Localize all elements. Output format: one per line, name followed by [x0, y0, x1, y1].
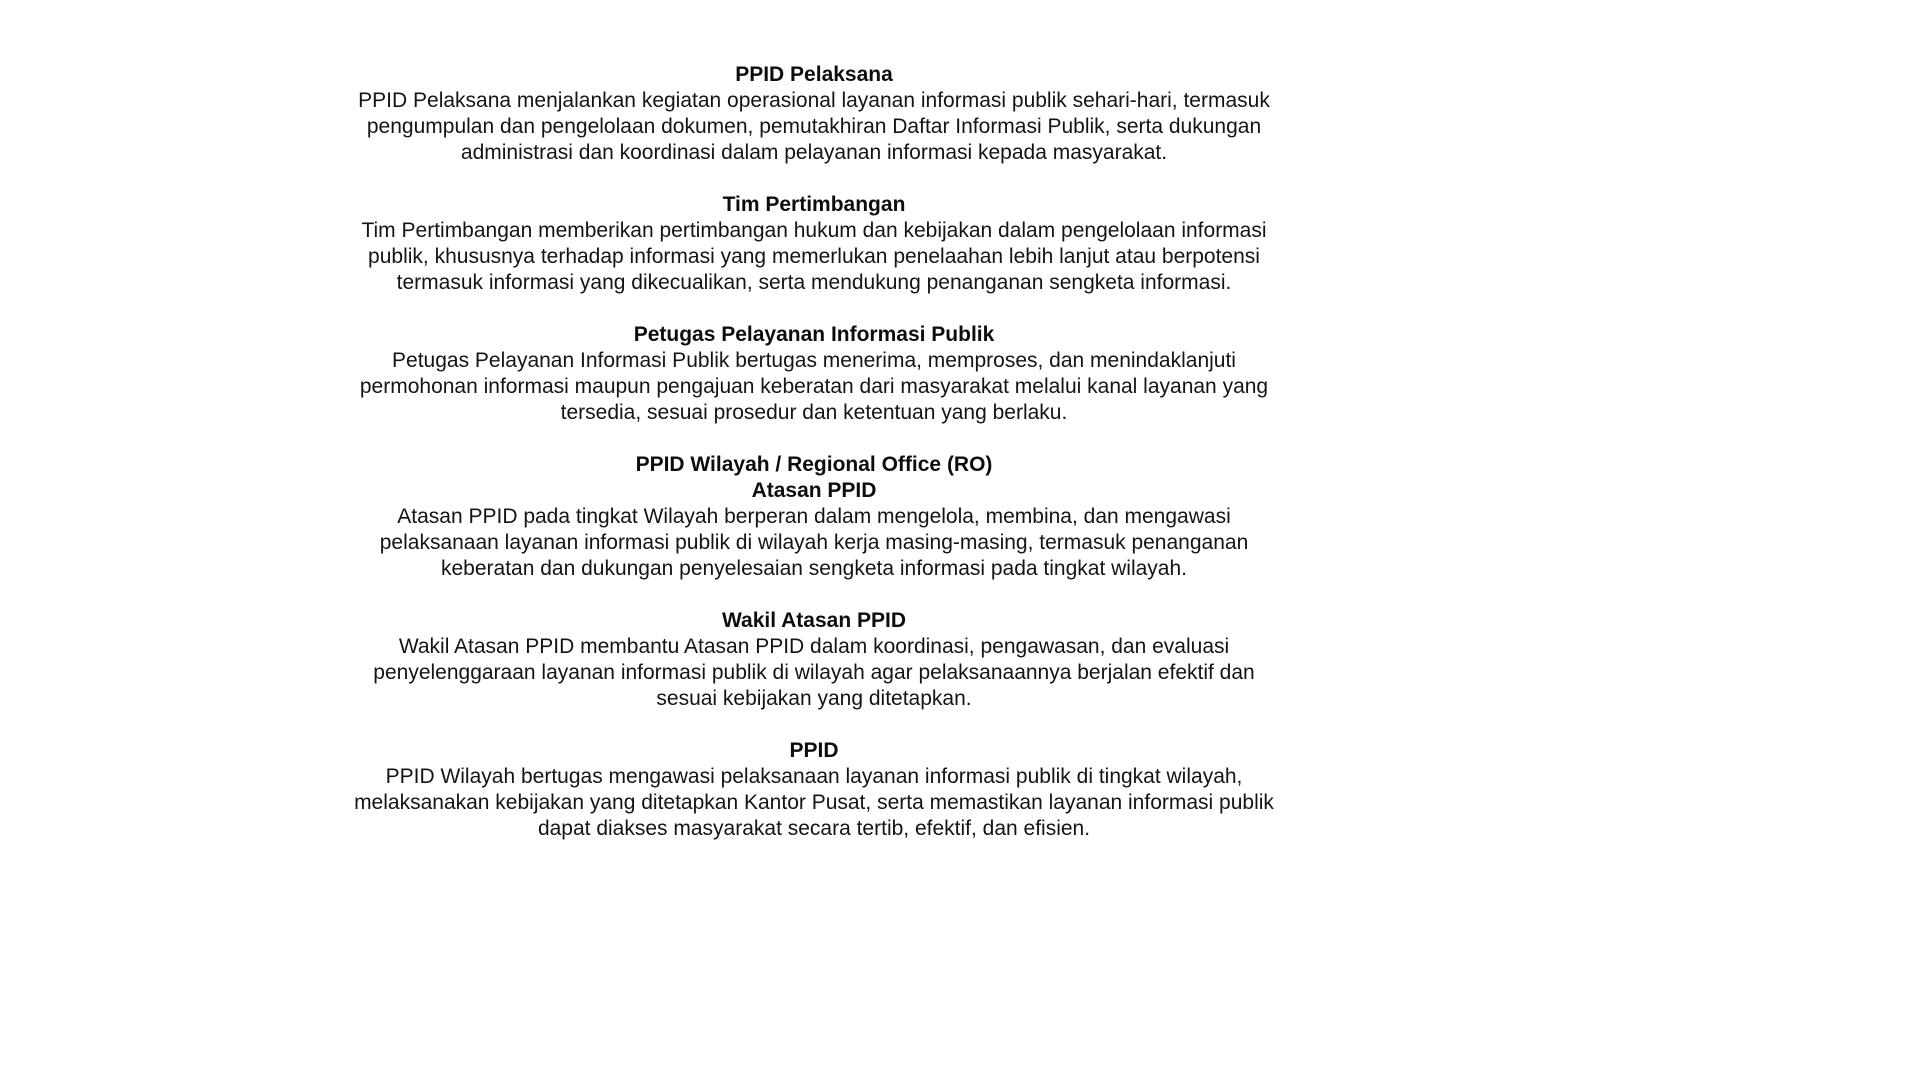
section-wakil-atasan-ppid	[347, 608, 1281, 712]
section-body-tim-pertimbangan: Tim Pertimbangan memberikan pertimbangan hukum dan kebijakan dalam pengelolaan informasi publik, khususnya terhadap informasi yang memerlukan penelaahan lebih lanjut atau berpotensi termasuk informasi yang dikecualikan, serta mendukung penanganan sengketa informasi.	[361, 219, 1267, 294]
section-body-ppid: PPID Wilayah bertugas mengawasi pelaksanaan layanan informasi publik di tingkat wilayah, melaksanakan kebijakan yang ditetapkan Kantor Pusat, serta memastikan layanan informasi publik dapat diakses masyarakat secara tertib, efektif, dan efisien.	[354, 765, 1274, 840]
section-body-ppid-pelaksana: PPID Pelaksana menjalankan kegiatan operasional layanan informasi publik sehari-hari, termasuk pengumpulan dan pengelolaan dokumen, pemutakhiran Daftar Informasi Publik, serta dukungan administrasi dan koordinasi dalam pelayanan informasi kepada masyarakat.	[358, 89, 1270, 164]
section-heading-wakil-atasan-ppid: Wakil Atasan PPID	[722, 609, 906, 632]
section-tim-pertimbangan	[347, 192, 1281, 296]
section-body-petugas-pelayanan: Petugas Pelayanan Informasi Publik bertugas menerima, memproses, dan menindaklanjuti permohonan informasi maupun pengajuan keberatan dari masyarakat melalui kanal layanan yang tersedia, sesuai prosedur dan ketentuan yang berlaku.	[359, 349, 1269, 424]
section-ppid	[347, 738, 1281, 842]
section-heading-ppid: PPID	[789, 739, 839, 762]
section-petugas-pelayanan	[347, 322, 1281, 426]
section-heading-tim-pertimbangan: Tim Pertimbangan	[722, 193, 906, 216]
section-body-wakil-atasan-ppid: Wakil Atasan PPID membantu Atasan PPID dalam koordinasi, pengawasan, dan evaluasi penyelenggaraan layanan informasi publik di wilayah agar pelaksanaannya berjalan efektif dan sesuai kebijakan yang ditetapkan.	[373, 635, 1255, 710]
section-subheading-atasan-ppid: Atasan PPID	[751, 479, 877, 502]
section-ppid-wilayah-atasan-ppid	[347, 452, 1281, 582]
section-heading-ppid-wilayah: PPID Wilayah / Regional Office (RO)	[635, 453, 993, 476]
section-body-atasan-ppid: Atasan PPID pada tingkat Wilayah berperan dalam mengelola, membina, dan mengawasi pelaksanaan layanan informasi publik di wilayah kerja masing-masing, termasuk penanganan keberatan dan dukungan penyelesaian sengketa informasi pada tingkat wilayah.	[379, 505, 1249, 580]
document-page	[347, 0, 1281, 842]
section-ppid-pelaksana	[347, 62, 1281, 166]
section-heading-ppid-pelaksana: PPID Pelaksana	[735, 63, 893, 86]
section-heading-petugas-pelayanan: Petugas Pelayanan Informasi Publik	[633, 323, 995, 346]
